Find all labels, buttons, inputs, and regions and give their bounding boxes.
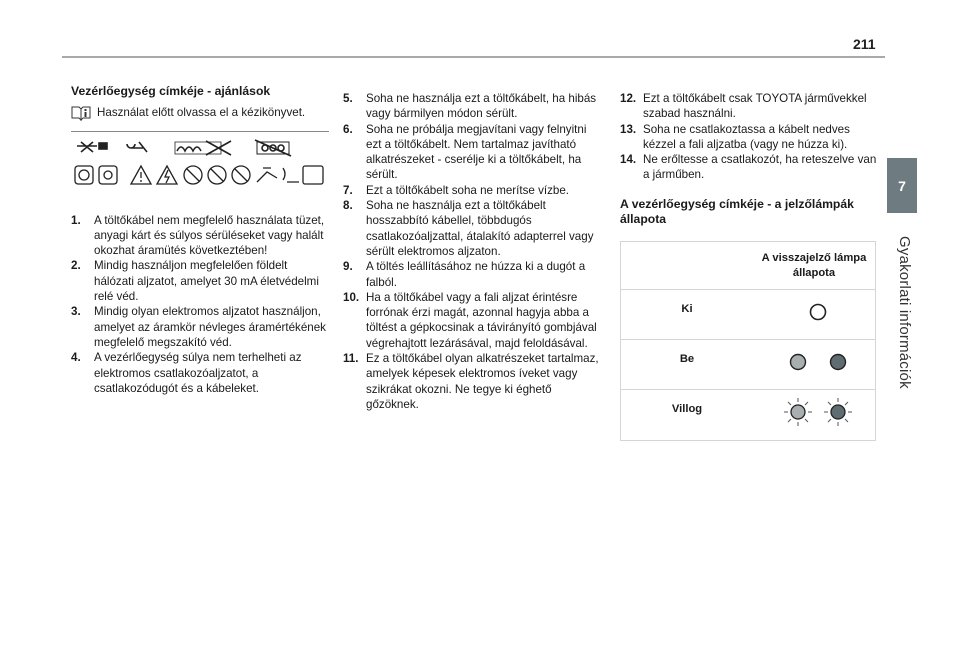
table-row	[621, 340, 876, 390]
list-item: 9. A töltés leállításához ne húzza ki a dugót a falból.	[343, 260, 586, 289]
list-item: 12. Ezt a töltőkábelt csak TOYOTA járművekkel szabad használni.	[620, 92, 867, 121]
list-item: 2. Mindig használjon megfelelően földelt hálózati aljzatot, amelyet 30 mA életvédelmi relé véd.	[71, 259, 319, 304]
manual-note-text: Használat előtt olvassa el a kézikönyvet.	[97, 106, 306, 120]
table-row	[621, 390, 876, 440]
column-3	[620, 91, 878, 441]
recommendation-list-3	[620, 91, 878, 183]
lamp-status-table	[620, 241, 876, 441]
list-item: 10. Ha a töltőkábel vagy a fali aljzat érintésre forrónak érzi magát, azonnal hagyja abba a töltést a gépkocsinak a távirányító gombjával végrehajtott lezárásával, majd feloldásával.	[343, 290, 597, 350]
lamp-on-icon	[754, 340, 874, 384]
lamp-flashing-icon	[754, 390, 874, 434]
table-row	[621, 289, 876, 339]
list-item: 3. Mindig olyan elektromos aljzatot használjon, amelyet az áramkör névleges áramértékének megfelelő megszakító véd.	[71, 305, 326, 349]
table-corner-cell	[621, 241, 754, 289]
list-item: 6. Soha ne próbálja megjavítani vagy felnyitni ezt a töltőkábelt. Nem tartalmaz javítható alkatrészeket - cserélje ki a töltőkábelt, ha sérült.	[343, 122, 587, 182]
manual-note	[71, 105, 329, 121]
table-header: A visszajelző lámpa állapota	[753, 241, 876, 289]
divider	[71, 131, 329, 132]
warning-label-strip-icon	[71, 138, 326, 190]
chapter-tab[interactable]: 7	[887, 158, 917, 213]
column-1	[71, 84, 329, 396]
list-item: 11. Ez a töltőkábel olyan alkatrészeket tartalmaz, amelyek képesek elektromos íveket vagy szikrákat okozni. Ne tegye ki éghető gőzöknek.	[343, 352, 599, 411]
page-number: 211	[853, 36, 876, 52]
chapter-title: Gyakorlati információk	[896, 236, 913, 389]
list-item: 5. Soha ne használja ezt a töltőkábelt, ha hibás vagy bármilyen módon sérült.	[343, 92, 597, 121]
recommendation-list-1	[71, 213, 329, 397]
list-item: 1. A töltőkábel nem megfelelő használata tüzet, anyagi kárt és súlyos sérüléseket vagy halált okozhat áramütés következtében!	[71, 213, 325, 258]
column-2	[343, 91, 605, 412]
recommendation-list-2	[343, 91, 605, 412]
lamp-state-label: Be	[621, 340, 754, 390]
list-item: 7. Ezt a töltőkábelt soha ne merítse vízbe.	[343, 183, 569, 197]
list-item: 8. Soha ne használja ezt a töltőkábelt hosszabbító kábellel, többdugós csatlakozóaljzattal, átalakító adapterrel vagy sérült elektromos aljzaton.	[343, 199, 594, 258]
manual-icon	[71, 105, 91, 121]
list-item: 14. Ne erőltesse a csatlakozót, ha reteszelve van a járműben.	[620, 153, 877, 182]
lamp-status-heading: A vezérlőegység címkéje - a jelzőlámpák állapota	[620, 196, 854, 226]
list-item: 13. Soha ne csatlakoztassa a kábelt nedves kézzel a fali aljzatba (vagy ne húzza ki).	[620, 122, 850, 151]
section-heading: Vezérlőegység címkéje - ajánlások	[71, 84, 271, 98]
lamp-state-label: Villog	[621, 390, 754, 440]
list-item: 4. A vezérlőegység súlya nem terhelheti az elektromos csatlakozóaljzatot, a csatlakozódugót és a kábeleket.	[71, 351, 302, 395]
header-rule	[62, 56, 885, 58]
lamp-state-label: Ki	[621, 289, 754, 339]
lamp-off-icon	[754, 290, 874, 334]
